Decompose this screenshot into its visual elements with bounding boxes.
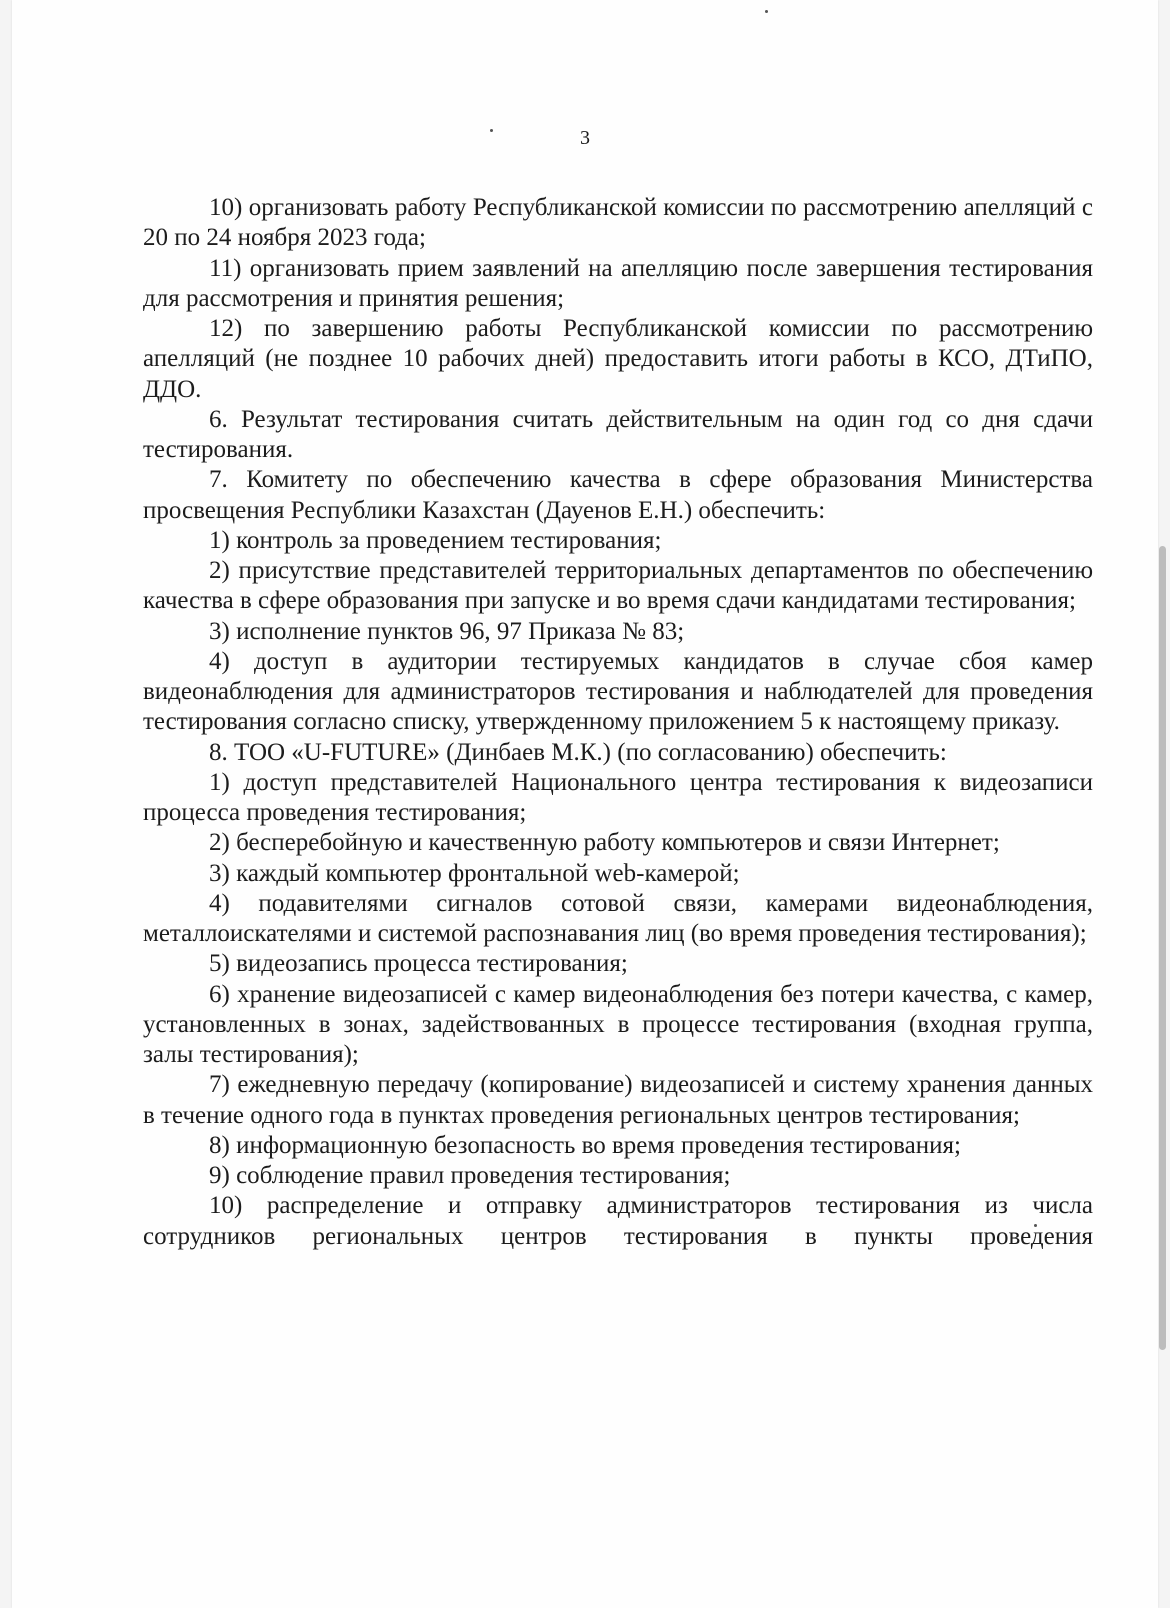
scrollbar-thumb[interactable]	[1159, 546, 1166, 1350]
paragraph: 1) контроль за проведением тестирования;	[209, 526, 662, 554]
paragraph: 2) присутствие представителей территориальных департаментов по обеспечению качества в сфере образования при запуске и во время сдачи кандидатами тестирования;	[143, 557, 1093, 615]
paragraph: 3) исполнение пунктов 96, 97 Приказа № 83;	[209, 617, 685, 645]
paragraph: 9) соблюдение правил проведения тестирования;	[209, 1162, 731, 1189]
scan-speck	[490, 129, 493, 132]
page-number: 3	[580, 127, 590, 149]
paragraph: 10) распределение и отправку администраторов тестирования из числа сотрудников региональных центров тестирования в пункты проведения	[143, 1192, 1093, 1250]
paragraph: 11) организовать прием заявлений на апелляцию после завершения тестирования для рассмотрения и принятия решения;	[143, 254, 1093, 312]
document-page	[12, 0, 1158, 1608]
paragraph: 4) доступ в аудитории тестируемых кандидатов в случае сбоя камер видеонаблюдения для администраторов тестирования и наблюдателей для проведения тестирования согласно списку, утвержденному приложением 5 к настоящему приказу.	[143, 647, 1093, 736]
paragraph: 3) каждый компьютер фронтальной web-камерой;	[209, 859, 740, 887]
scan-speck	[765, 10, 768, 13]
paragraph: 6. Результат тестирования считать действительным на один год со дня сдачи тестирования.	[143, 405, 1093, 463]
paragraph: 7) ежедневную передачу (копирование) видеозаписей и систему хранения данных в течение одного года в пунктах проведения региональных центров тестирования;	[143, 1071, 1093, 1129]
paragraph: 12) по завершению работы Республиканской комиссии по рассмотрению апелляций (не позднее 10 рабочих дней) предоставить итоги работы в КСО, ДТиПО, ДДО.	[143, 315, 1093, 403]
document-body	[143, 193, 1093, 1252]
paragraph: 5) видеозапись процесса тестирования;	[209, 950, 628, 978]
paragraph: 8. ТОО «U-FUTURE» (Динбаев М.К.) (по согласованию) обеспечить:	[209, 738, 947, 766]
paragraph: 4) подавителями сигналов сотовой связи, камерами видеонаблюдения, металлоискателями и системой распознавания лиц (во время проведения тестирования);	[143, 889, 1093, 947]
paragraph: 10) организовать работу Республиканской комиссии по рассмотрению апелляций с 20 по 24 ноября 2023 года;	[143, 194, 1093, 252]
paragraph: 8) информационную безопасность во время проведения тестирования;	[209, 1131, 961, 1159]
paragraph: 2) бесперебойную и качественную работу компьютеров и связи Интернет;	[209, 829, 1000, 857]
paragraph: 6) хранение видеозаписей с камер видеонаблюдения без потери качества, с камер, установленных в зонах, задействованных в процессе тестирования (входная группа, залы тестирования);	[143, 980, 1093, 1068]
paragraph: 1) доступ представителей Национального центра тестирования к видеозаписи процесса проведения тестирования;	[143, 768, 1093, 826]
paragraph: 7. Комитету по обеспечению качества в сфере образования Министерства просвещения Республики Казахстан (Дауенов Е.Н.) обеспечить:	[143, 466, 1093, 524]
